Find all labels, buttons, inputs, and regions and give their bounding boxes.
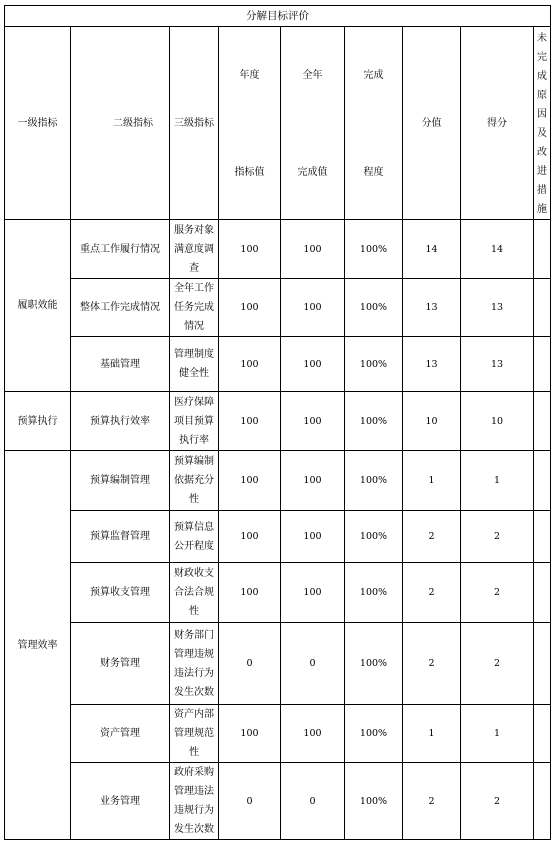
header-level3: 三级指标: [170, 27, 219, 220]
row-full: 100: [281, 220, 345, 279]
row-full: 100: [281, 451, 345, 511]
row-level2: 基础管理: [71, 337, 170, 392]
row-value: 1: [403, 705, 461, 763]
row-full: 100: [281, 705, 345, 763]
row-annual: 100: [219, 511, 281, 563]
row-value: 13: [403, 337, 461, 392]
header-full-bottom: 完成值: [297, 167, 328, 178]
row-completion: 100%: [345, 220, 403, 279]
row-completion: 100%: [345, 451, 403, 511]
header-score-value: 分值: [403, 27, 461, 220]
row-score: 13: [461, 279, 534, 337]
row-completion: 100%: [345, 511, 403, 563]
row-reason: [534, 763, 551, 840]
row-level2: 预算编制管理: [71, 451, 170, 511]
row-reason: [534, 451, 551, 511]
row-score: 13: [461, 337, 534, 392]
row-level3: 预算信息公开程度: [170, 511, 219, 563]
row-annual: 0: [219, 763, 281, 840]
row-completion: 100%: [345, 563, 403, 623]
row-value: 10: [403, 392, 461, 451]
row-level3: 财务部门管理违规违法行为发生次数: [170, 623, 219, 705]
row-reason: [534, 337, 551, 392]
group-name: 管理效率: [5, 451, 71, 840]
row-value: 2: [403, 763, 461, 840]
header-reason: 未完成原因及改进措施: [534, 27, 551, 220]
header-level1: 一级指标: [5, 27, 71, 220]
row-completion: 100%: [345, 279, 403, 337]
row-score: 10: [461, 392, 534, 451]
row-value: 2: [403, 623, 461, 705]
header-score-got: 得分: [461, 27, 534, 220]
row-full: 0: [281, 763, 345, 840]
group-name: 预算执行: [5, 392, 71, 451]
row-level3: 资产内部管理规范性: [170, 705, 219, 763]
row-full: 0: [281, 623, 345, 705]
header-completion-top: 完成: [363, 70, 384, 81]
row-level3: 服务对象满意度调查: [170, 220, 219, 279]
row-level2: 整体工作完成情况: [71, 279, 170, 337]
row-annual: 100: [219, 451, 281, 511]
row-value: 13: [403, 279, 461, 337]
row-score: 1: [461, 451, 534, 511]
row-reason: [534, 220, 551, 279]
row-level3: 政府采购管理违法违规行为发生次数: [170, 763, 219, 840]
table-title: 分解目标评价: [5, 6, 551, 27]
row-completion: 100%: [345, 763, 403, 840]
row-score: 2: [461, 563, 534, 623]
row-level2: 预算执行效率: [71, 392, 170, 451]
row-reason: [534, 623, 551, 705]
row-level2: 资产管理: [71, 705, 170, 763]
header-level2: 二级指标: [71, 27, 170, 220]
row-score: 2: [461, 511, 534, 563]
row-level2: 预算监督管理: [71, 511, 170, 563]
row-value: 2: [403, 563, 461, 623]
row-reason: [534, 279, 551, 337]
header-completion-bottom: 程度: [363, 167, 384, 178]
row-annual: 0: [219, 623, 281, 705]
group-name: 履职效能: [5, 220, 71, 392]
row-full: 100: [281, 392, 345, 451]
row-full: 100: [281, 563, 345, 623]
row-annual: 100: [219, 392, 281, 451]
row-level2: 业务管理: [71, 763, 170, 840]
row-full: 100: [281, 279, 345, 337]
header-annual-bottom: 指标值: [234, 167, 265, 178]
row-value: 14: [403, 220, 461, 279]
row-completion: 100%: [345, 623, 403, 705]
row-level3: 全年工作任务完成情况: [170, 279, 219, 337]
row-completion: 100%: [345, 705, 403, 763]
row-annual: 100: [219, 279, 281, 337]
evaluation-table: [4, 5, 551, 840]
row-full: 100: [281, 337, 345, 392]
row-reason: [534, 392, 551, 451]
row-level2: 财务管理: [71, 623, 170, 705]
row-score: 2: [461, 763, 534, 840]
header-annual: [219, 27, 281, 220]
row-completion: 100%: [345, 392, 403, 451]
row-score: 2: [461, 623, 534, 705]
header-completion: [345, 27, 403, 220]
row-annual: 100: [219, 705, 281, 763]
row-level2: 预算收支管理: [71, 563, 170, 623]
row-level3: 管理制度健全性: [170, 337, 219, 392]
row-level3: 预算编制依据充分性: [170, 451, 219, 511]
row-full: 100: [281, 511, 345, 563]
row-annual: 100: [219, 220, 281, 279]
row-value: 2: [403, 511, 461, 563]
header-annual-top: 年度: [239, 70, 260, 81]
row-score: 14: [461, 220, 534, 279]
header-full-top: 全年: [302, 70, 323, 81]
row-level3: 财政收支合法合规性: [170, 563, 219, 623]
row-value: 1: [403, 451, 461, 511]
row-score: 1: [461, 705, 534, 763]
row-completion: 100%: [345, 337, 403, 392]
row-level3: 医疗保障项目预算执行率: [170, 392, 219, 451]
header-full: [281, 27, 345, 220]
row-annual: 100: [219, 563, 281, 623]
row-annual: 100: [219, 337, 281, 392]
row-level2: 重点工作履行情况: [71, 220, 170, 279]
row-reason: [534, 563, 551, 623]
row-reason: [534, 705, 551, 763]
row-reason: [534, 511, 551, 563]
